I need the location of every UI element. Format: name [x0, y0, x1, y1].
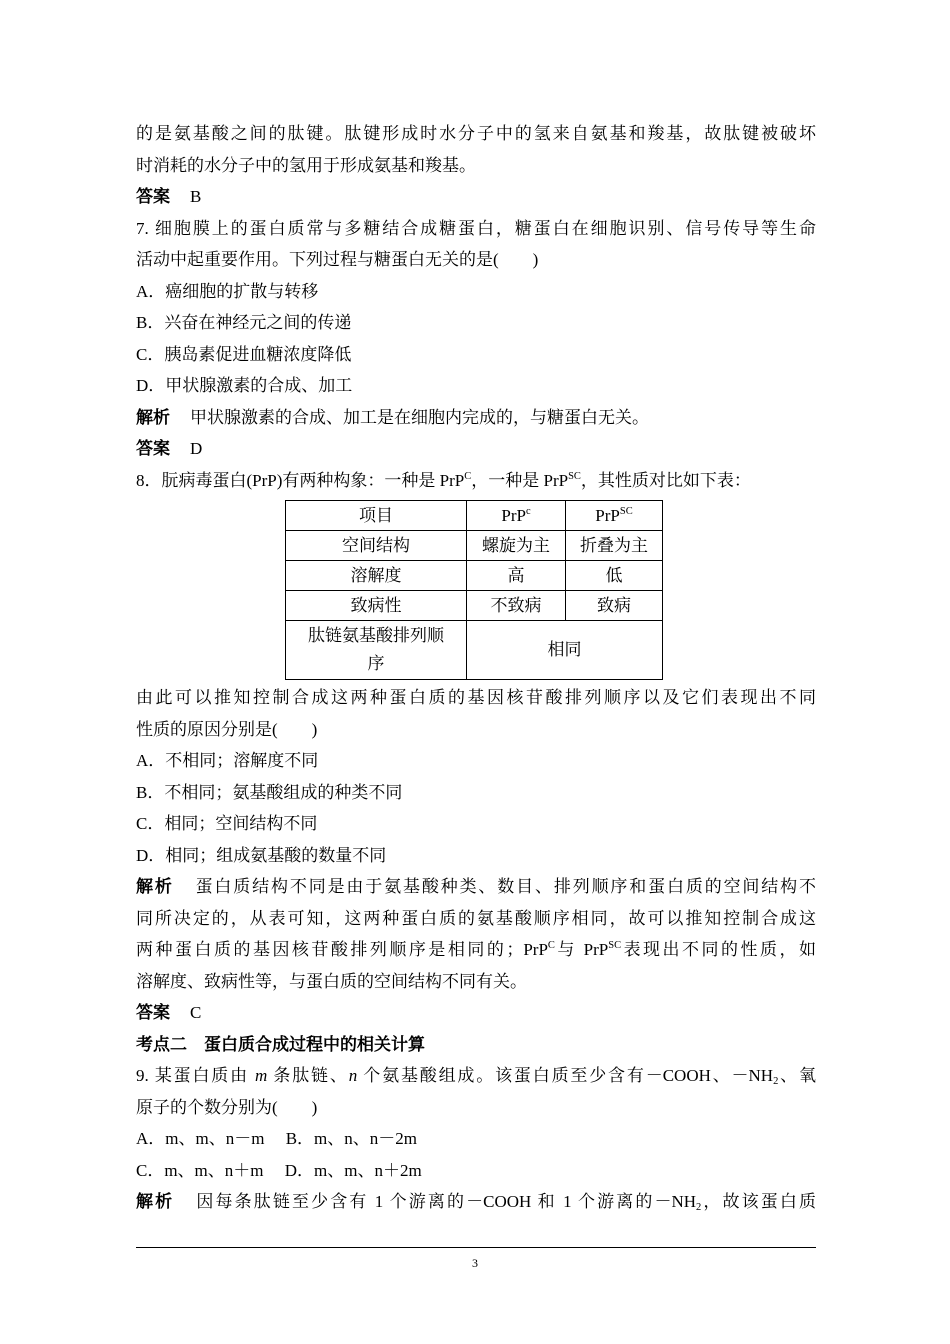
table-cell [566, 501, 663, 531]
analysis-line [136, 871, 816, 903]
answer-line [136, 997, 816, 1029]
cell-text: 序 [367, 654, 385, 673]
footer-divider [136, 1247, 816, 1248]
header-text: PrP [595, 506, 620, 525]
section-heading: 考点二 蛋白质合成过程中的相关计算 [136, 1034, 425, 1054]
table-row [286, 591, 663, 621]
analysis-line [136, 1186, 816, 1218]
answer-value: C [190, 1003, 202, 1022]
analysis-line: 溶解度、致病性等，与蛋白质的空间结构不同有关。 [136, 971, 527, 991]
answer-value: D [190, 439, 203, 458]
question-8-line-3: 性质的原因分别是( ) [136, 719, 318, 739]
text-span: 两种蛋白质的基因核苷酸排列顺序是相同的；PrP [136, 940, 548, 959]
table-row [286, 561, 663, 591]
analysis-line [136, 934, 816, 966]
question-7-line-2: 活动中起重要作用。下列过程与糖蛋白无关的是( ) [136, 250, 539, 269]
analysis-text: 因每条肽链至少含有 1 个游离的－COOH 和 1 个游离的－NH [194, 1192, 697, 1211]
option-d: D．相同；组成氨基酸的数量不同 [136, 845, 387, 865]
option-b: B．兴奋在神经元之间的传递 [136, 313, 352, 332]
table-cell: 不致病 [467, 591, 566, 621]
superscript: SC [608, 940, 622, 951]
superscript: C [464, 470, 472, 482]
superscript: SC [568, 470, 581, 482]
text-span: ，其性质对比如下表： [580, 470, 751, 490]
analysis-label: 解析 [136, 407, 170, 427]
answer-value: B [190, 187, 202, 206]
answer-label: 答案 [136, 187, 170, 206]
subscript: 2 [773, 1076, 779, 1087]
question-8-line-2: 由此可以推知控制合成这两种蛋白质的基因核苷酸排列顺序以及它们表现出不同 [136, 688, 816, 707]
subscript: 2 [696, 1202, 702, 1213]
question-9-line-2: 原子的个数分别为( ) [136, 1097, 318, 1117]
table-cell: 致病 [566, 591, 663, 621]
answer-label: 答案 [136, 439, 170, 458]
text-line: 时消耗的水分子中的氢用于形成氨基和羧基。 [136, 155, 476, 175]
option-c: C．胰岛素促进血糖浓度降低 [136, 344, 352, 364]
analysis-text: ，故该蛋白质 [701, 1192, 817, 1211]
question-8-line-1 [136, 465, 816, 497]
question-7-line-1: 7. 细胞膜上的蛋白质常与多糖结合成糖蛋白，糖蛋白在细胞识别、信号传导等生命 [136, 218, 816, 238]
options-ab: A．m、m、n－m B．m、n、n－2m [136, 1129, 417, 1148]
answer-line [136, 181, 816, 213]
options-cd: C．m、m、n＋m D．m、m、n＋2m [136, 1160, 422, 1180]
text-span: 9. 某蛋白质由 [136, 1066, 256, 1085]
answer-line [136, 433, 816, 465]
table-cell: 低 [566, 561, 663, 591]
variable: m [255, 1066, 268, 1085]
superscript: SC [619, 506, 633, 517]
comparison-table [285, 500, 663, 680]
text-span: 表现出不同的性质，如 [621, 940, 816, 959]
table-header-row [286, 501, 663, 531]
cell-text: 肽链氨基酸排列顺 [308, 626, 444, 645]
table-cell [286, 621, 467, 680]
header-text: PrP [501, 506, 526, 525]
table-cell: 高 [467, 561, 566, 591]
analysis-label: 解析 [136, 877, 174, 896]
option-d: D．甲状腺激素的合成、加工 [136, 376, 353, 395]
analysis-line: 同所决定的，从表可知，这两种蛋白质的氨基酸顺序相同，故可以推知控制合成这 [136, 908, 816, 928]
option-b: B．不相同；氨基酸组成的种类不同 [136, 782, 403, 802]
superscript: C [547, 940, 555, 951]
table-cell: 螺旋为主 [467, 531, 566, 561]
table-cell: 溶解度 [286, 561, 467, 591]
text-span: 与 PrP [554, 940, 609, 959]
table-cell: 折叠为主 [566, 531, 663, 561]
table-cell: 空间结构 [286, 531, 467, 561]
table-row [286, 621, 663, 680]
analysis-text: 蛋白质结构不同是由于氨基酸种类、数目、排列顺序和蛋白质的空间结构不 [193, 877, 817, 896]
table-row [286, 531, 663, 561]
superscript: c [525, 506, 531, 517]
option-a: A．不相同；溶解度不同 [136, 751, 319, 770]
text-span: 个氨基酸组成。该蛋白质至少含有－COOH、－NH [357, 1066, 774, 1085]
text-span: ，一种是 PrP [471, 470, 569, 490]
table-cell: 致病性 [286, 591, 467, 621]
table-cell [467, 501, 566, 531]
table-cell: 项目 [286, 501, 467, 531]
text-span: 、氧 [778, 1066, 816, 1085]
analysis-line [136, 402, 816, 434]
variable: n [348, 1066, 358, 1085]
text-span: 8．朊病毒蛋白(PrP)有两种构象：一种是 PrP [136, 470, 465, 490]
option-a: A．癌细胞的扩散与转移 [136, 281, 319, 301]
answer-label: 答案 [136, 1003, 170, 1022]
text-span: 条肽链、 [267, 1066, 349, 1085]
question-9-line-1 [136, 1060, 816, 1092]
table-cell: 相同 [467, 621, 663, 680]
analysis-text: 甲状腺激素的合成、加工是在细胞内完成的，与糖蛋白无关。 [190, 407, 649, 427]
text-line: 的是氨基酸之间的肽键。肽键形成时水分子中的氢来自氨基和羧基，故肽键被破坏 [136, 124, 816, 143]
option-c: C．相同；空间结构不同 [136, 814, 318, 833]
document-page [136, 118, 816, 1218]
analysis-label: 解析 [136, 1192, 175, 1211]
page-number: 3 [472, 1256, 478, 1270]
